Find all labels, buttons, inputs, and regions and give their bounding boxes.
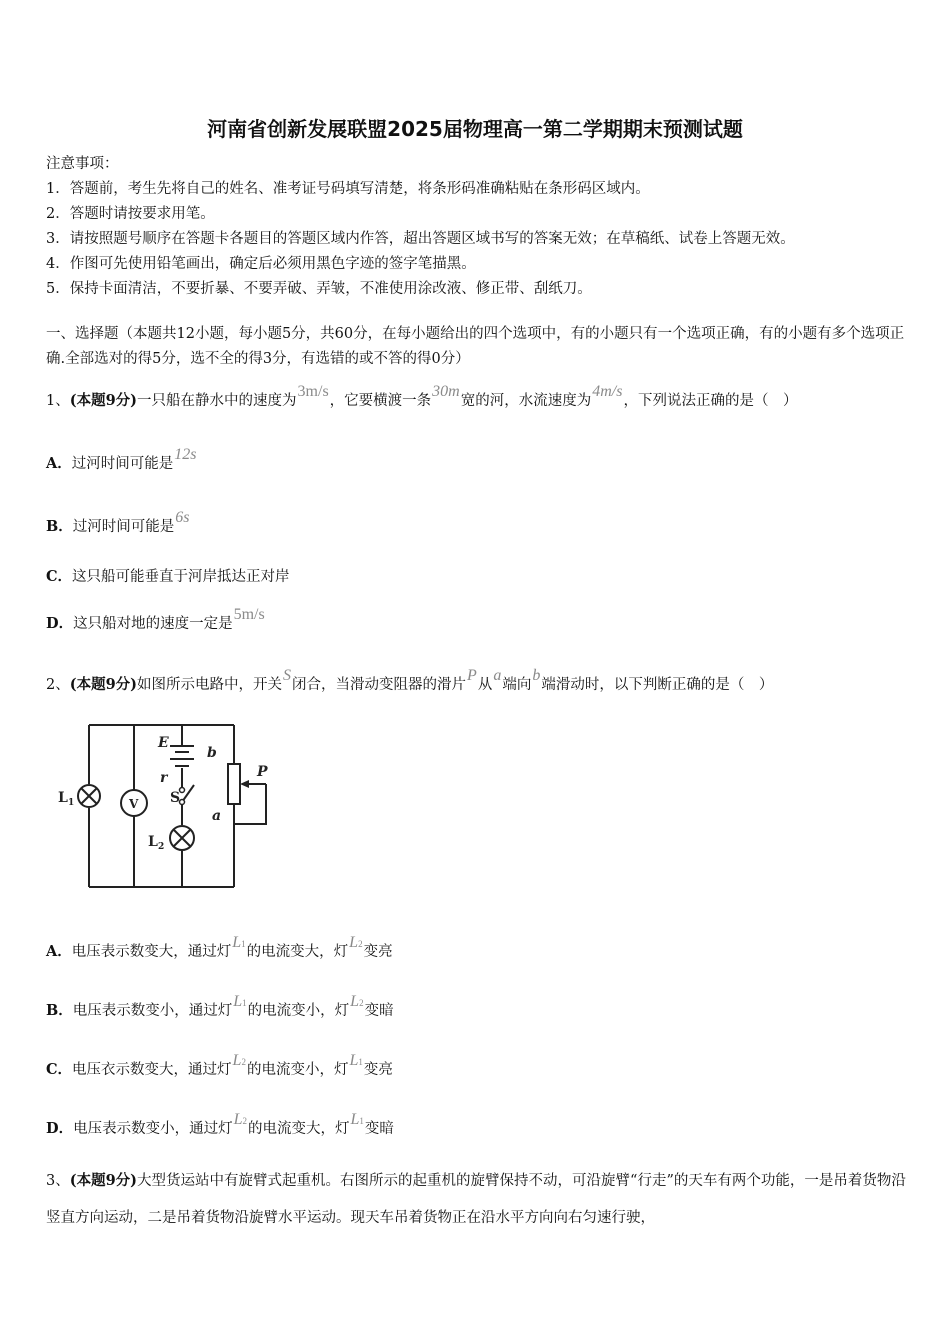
label-P: P (257, 764, 268, 780)
stem-text: 端向 (502, 677, 532, 693)
option-math: 5m/s (233, 606, 265, 623)
option-text: 的电流变大，灯 (247, 1121, 350, 1137)
label-L2-sub: 2 (158, 842, 165, 852)
stem-text: 闭合，当滑动变阻器的滑片 (292, 677, 467, 693)
question-number: 3、 (46, 1173, 70, 1189)
option-text: 的电流变大，灯 (246, 944, 349, 960)
math-switch: S (283, 667, 292, 684)
option-text: 电压衣示数变大，通过灯 (72, 1062, 232, 1078)
q1-option-c[interactable] (46, 565, 290, 586)
stem-text: ，下列说法正确的是（ ） (623, 393, 798, 409)
question-score: (本题9分) (69, 392, 138, 409)
question-2-stem (46, 667, 774, 694)
stem-text: ，它要横渡一条 (329, 393, 432, 409)
stem-text: 从 (477, 677, 493, 693)
circuit-diagram (44, 722, 280, 912)
lamp-symbol: L2 (349, 934, 363, 951)
notice-item-2: 2．答题时请按要求用笔。 (46, 206, 215, 222)
question-score: (本题9分) (69, 676, 138, 693)
option-label: D． (46, 1120, 74, 1137)
option-text: 这只船对地的速度一定是 (73, 616, 233, 632)
math-end-b: b (532, 667, 541, 684)
math-speed: 3m/s (297, 383, 329, 400)
option-text: 变亮 (363, 944, 393, 960)
option-text: 变暗 (364, 1003, 394, 1019)
option-text: 的电流变小，灯 (247, 1003, 350, 1019)
option-label: C． (46, 568, 73, 585)
q1-option-a[interactable] (46, 446, 198, 473)
option-label: A． (46, 455, 72, 472)
lamp-symbol: L1 (232, 934, 246, 951)
question-number: 1、 (46, 393, 70, 409)
page-title: 河南省创新发展联盟2025届物理高一第二学期期末预测试题 (207, 117, 743, 141)
math-end-a: a (493, 667, 502, 684)
q2-option-b[interactable] (46, 993, 394, 1020)
math-width: 30m (432, 383, 460, 400)
question-3-stem (46, 1162, 910, 1237)
notice-item-1: 1．答题前，考生先将自己的姓名、准考证号码填写清楚，将条形码准确粘贴在条形码区域内。 (46, 181, 650, 197)
lamp-symbol: L1 (350, 1111, 364, 1128)
option-text: 过河时间可能是 (72, 519, 175, 535)
option-math: 12s (174, 446, 197, 463)
stem-text: 如图所示电路中，开关 (137, 677, 283, 693)
notice-item-3: 3．请按照题号顺序在答题卡各题目的答题区域内作答，超出答题区域书写的答案无效；在草稿纸、试卷上答题无效。 (46, 231, 795, 247)
label-S: S (170, 790, 181, 806)
notice-item-5: 5．保持卡面清洁，不要折暴、不要弄破、弄皱，不准使用涂改液、修正带、刮纸刀。 (46, 281, 592, 297)
lamp-symbol: L2 (233, 1111, 247, 1128)
option-label: B． (46, 1002, 73, 1019)
label-r: r (160, 770, 168, 786)
section-heading: 一、选择题（本题共12小题，每小题5分，共60分，在每小题给出的四个选项中，有的小题只有一个选项正确，有的小题有多个选项正确.全部选对的得5分，选不全的得3分，有选错的或不答的得0分） (46, 326, 905, 367)
option-text: 电压表示数变大，通过灯 (71, 944, 232, 960)
option-label: A． (46, 943, 72, 960)
question-1-stem (46, 383, 798, 410)
option-label: C． (46, 1061, 73, 1078)
lamp-symbol: L2 (350, 993, 364, 1010)
stem-text: 一只船在静水中的速度为 (137, 393, 297, 409)
option-text: 电压表示数变小，通过灯 (73, 1121, 233, 1137)
option-text: 这只船可能垂直于河岸抵达正对岸 (72, 569, 290, 585)
label-L1: L (58, 790, 68, 806)
option-text: 的电流变小，灯 (246, 1062, 349, 1078)
question-score: (本题9分) (69, 1172, 138, 1189)
stem-text: 端滑动时，以下判断正确的是（ ） (541, 677, 774, 693)
option-label: D． (46, 615, 74, 632)
math-slider: P (467, 667, 477, 684)
question-number: 2、 (46, 677, 70, 693)
option-text: 电压表示数变小，通过灯 (72, 1003, 233, 1019)
option-label: B． (46, 518, 73, 535)
q1-option-d[interactable] (46, 606, 266, 633)
math-water-speed: 4m/s (592, 383, 623, 400)
label-E: E (158, 735, 169, 751)
lamp-symbol: L1 (349, 1052, 363, 1069)
option-text: 变亮 (363, 1062, 393, 1078)
notice-heading: 注意事项： (46, 156, 119, 172)
label-b: b (207, 745, 217, 761)
label-L1-sub: 1 (68, 798, 75, 808)
notice-item-4: 4．作图可先使用铅笔画出，确定后必须用黑色字迹的签字笔描黑。 (46, 256, 476, 272)
stem-text: 大型货运站中有旋臂式起重机。右图所示的起重机的旋臂保持不动，可沿旋臂“行走”的天车有两个功能，一是吊着货物沿竖直方向运动，二是吊着货物沿旋臂水平运动。现天车吊着货物正在沿水平方向向右匀速行驶， (46, 1173, 906, 1226)
label-L2: L (148, 834, 158, 850)
lamp-symbol: L2 (232, 1052, 246, 1069)
q1-option-b[interactable] (46, 509, 191, 536)
q2-option-d[interactable] (46, 1111, 394, 1138)
stem-text: 宽的河，水流速度为 (460, 393, 592, 409)
option-math: 6s (175, 509, 190, 526)
q2-option-c[interactable] (46, 1052, 393, 1079)
label-V: V (129, 797, 139, 811)
lamp-symbol: L1 (233, 993, 247, 1010)
label-a: a (212, 808, 222, 824)
q2-option-a[interactable] (46, 934, 393, 961)
option-text: 变暗 (364, 1121, 394, 1137)
option-text: 过河时间可能是 (71, 456, 174, 472)
